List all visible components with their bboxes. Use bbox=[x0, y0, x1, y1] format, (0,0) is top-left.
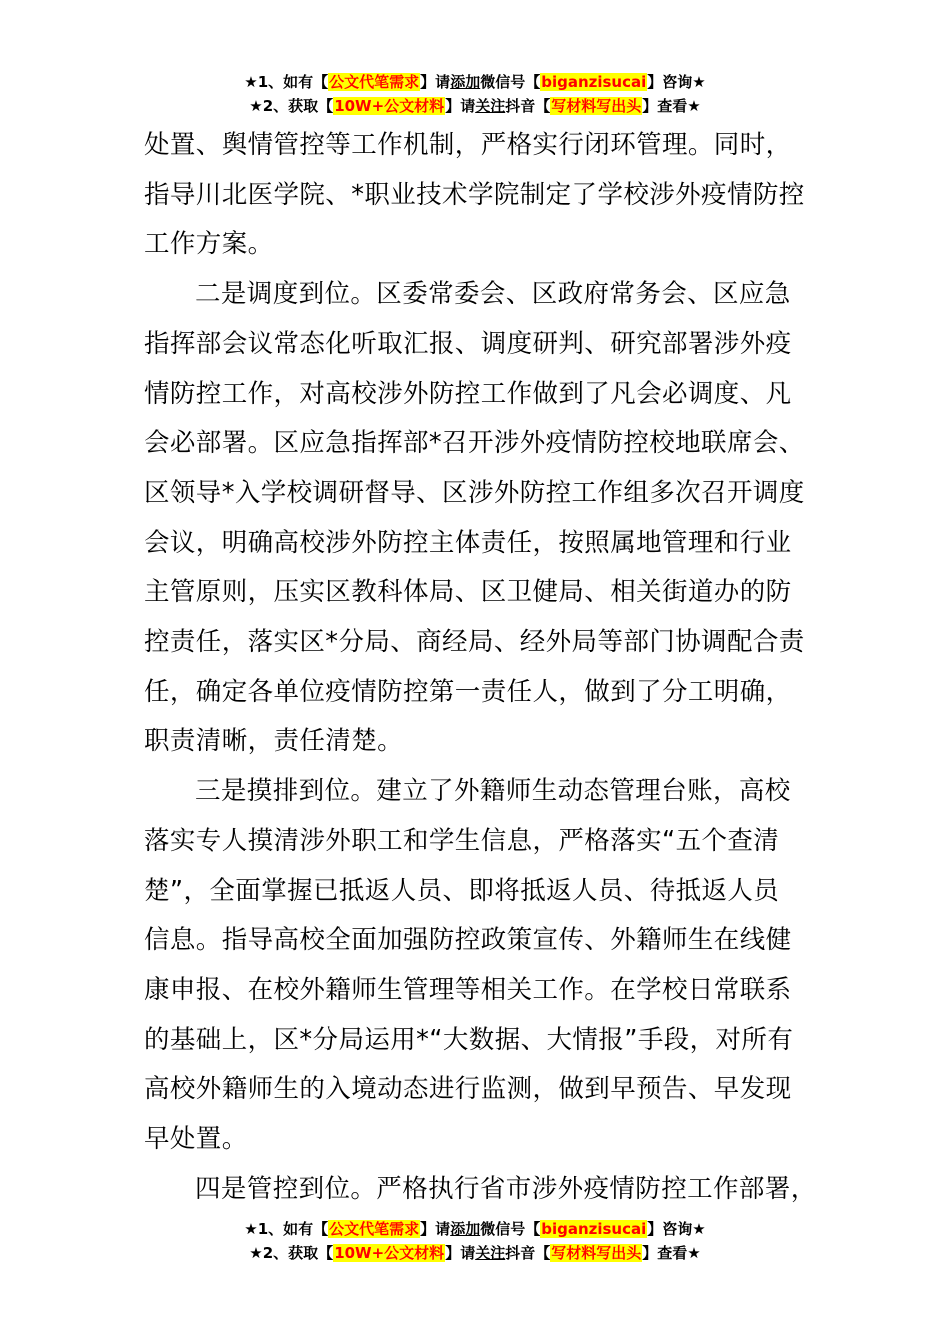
banner-line-2 bbox=[0, 1241, 950, 1265]
banner-text: 1、如有【 bbox=[257, 1220, 329, 1238]
text-line: 楚”，全面掌握已抵返人员、即将抵返人员、待抵返人员 bbox=[144, 875, 780, 906]
banner-text: 】请 bbox=[420, 1220, 451, 1238]
banner-text: 】请 bbox=[420, 73, 451, 91]
text-line: 处置、舆情管控等工作机制，严格实行闭环管理。同时， bbox=[144, 130, 792, 160]
text-line: 会必部署。区应急指挥部*召开涉外疫情防控校地联席会、 bbox=[144, 428, 805, 459]
text-line: 指挥部会议常态化听取汇报、调度研判、研究部署涉外疫 bbox=[144, 328, 792, 359]
text-line: 二是调度到位。区委常委会、区政府常务会、区应急 bbox=[195, 279, 791, 310]
text-line: 工作方案。 bbox=[144, 229, 274, 260]
banner-highlight: biganzisucai bbox=[541, 73, 647, 91]
text-line: 四是管控到位。严格执行省市涉外疫情防控工作部署， bbox=[195, 1173, 817, 1204]
paragraph bbox=[144, 1165, 824, 1215]
text-line: 落实专人摸清涉外职工和学生信息，严格落实“五个查清 bbox=[144, 825, 780, 856]
text-line: 早处置。 bbox=[144, 1124, 248, 1155]
banner-highlight: 公文代笔需求 bbox=[329, 1220, 420, 1238]
paragraph bbox=[144, 121, 824, 270]
banner-text: 抖音【 bbox=[505, 97, 551, 115]
paragraph bbox=[144, 270, 824, 767]
text-line: 主管原则，压实区教科体局、区卫健局、相关街道办的防 bbox=[144, 577, 792, 608]
banner-highlight: 写材料写出头 bbox=[551, 1244, 642, 1262]
banner-text: 】查看★ bbox=[642, 97, 701, 115]
banner-text: 2、获取【 bbox=[262, 97, 334, 115]
text-line: 的基础上，区*分局运用*“大数据、大情报”手段，对所有 bbox=[144, 1024, 794, 1055]
paragraph bbox=[144, 767, 824, 1165]
star-icon: ★ bbox=[249, 97, 263, 115]
text-line: 会议，明确高校涉外防控主体责任，按照属地管理和行业 bbox=[144, 527, 792, 558]
text-line: 区领导*入学校调研督导、区涉外防控工作组多次召开调度 bbox=[144, 477, 805, 508]
banner-text: 抖音【 bbox=[505, 1244, 551, 1262]
banner-text: 微信号【 bbox=[480, 1220, 541, 1238]
banner-text: 】请 bbox=[445, 1244, 476, 1262]
text-line: 高校外籍师生的入境动态进行监测，做到早预告、早发现 bbox=[144, 1074, 792, 1105]
banner-text: 】请 bbox=[445, 97, 476, 115]
text-line: 职责清晰，责任清楚。 bbox=[144, 726, 404, 757]
banner-text: 关注 bbox=[475, 1244, 506, 1262]
banner-text: 添加 bbox=[450, 1220, 481, 1238]
text-line: 信息。指导高校全面加强防控政策宣传、外籍师生在线健 bbox=[144, 925, 792, 956]
header-banner bbox=[0, 70, 950, 118]
document-body bbox=[144, 121, 824, 1214]
banner-highlight: 10W+公文材料 bbox=[334, 1244, 445, 1262]
banner-text: 】咨询★ bbox=[647, 73, 706, 91]
text-line: 控责任，落实区*分局、商经局、经外局等部门协调配合责 bbox=[144, 627, 805, 658]
banner-highlight: 公文代笔需求 bbox=[329, 73, 420, 91]
banner-text: 】咨询★ bbox=[647, 1220, 706, 1238]
banner-line-1 bbox=[0, 1217, 950, 1241]
text-line: 三是摸排到位。建立了外籍师生动态管理台账，高校 bbox=[195, 776, 791, 807]
text-line: 康申报、在校外籍师生管理等相关工作。在学校日常联系 bbox=[144, 974, 792, 1005]
banner-line-1 bbox=[0, 70, 950, 94]
text-line: 指导川北医学院、*职业技术学院制定了学校涉外疫情防控 bbox=[144, 179, 805, 210]
text-line: 情防控工作，对高校涉外防控工作做到了凡会必调度、凡 bbox=[144, 378, 792, 409]
banner-text: 】查看★ bbox=[642, 1244, 701, 1262]
banner-highlight: biganzisucai bbox=[541, 1220, 647, 1238]
star-icon: ★ bbox=[249, 1244, 263, 1262]
banner-line-2 bbox=[0, 94, 950, 118]
text-line: 任，确定各单位疫情防控第一责任人，做到了分工明确， bbox=[144, 676, 792, 707]
star-icon: ★ bbox=[244, 73, 258, 91]
footer-banner bbox=[0, 1217, 950, 1265]
star-icon: ★ bbox=[244, 1220, 258, 1238]
banner-highlight: 写材料写出头 bbox=[551, 97, 642, 115]
banner-text: 微信号【 bbox=[480, 73, 541, 91]
banner-text: 关注 bbox=[475, 97, 506, 115]
banner-highlight: 10W+公文材料 bbox=[334, 97, 445, 115]
banner-text: 2、获取【 bbox=[262, 1244, 334, 1262]
banner-text: 添加 bbox=[450, 73, 481, 91]
banner-text: 1、如有【 bbox=[257, 73, 329, 91]
